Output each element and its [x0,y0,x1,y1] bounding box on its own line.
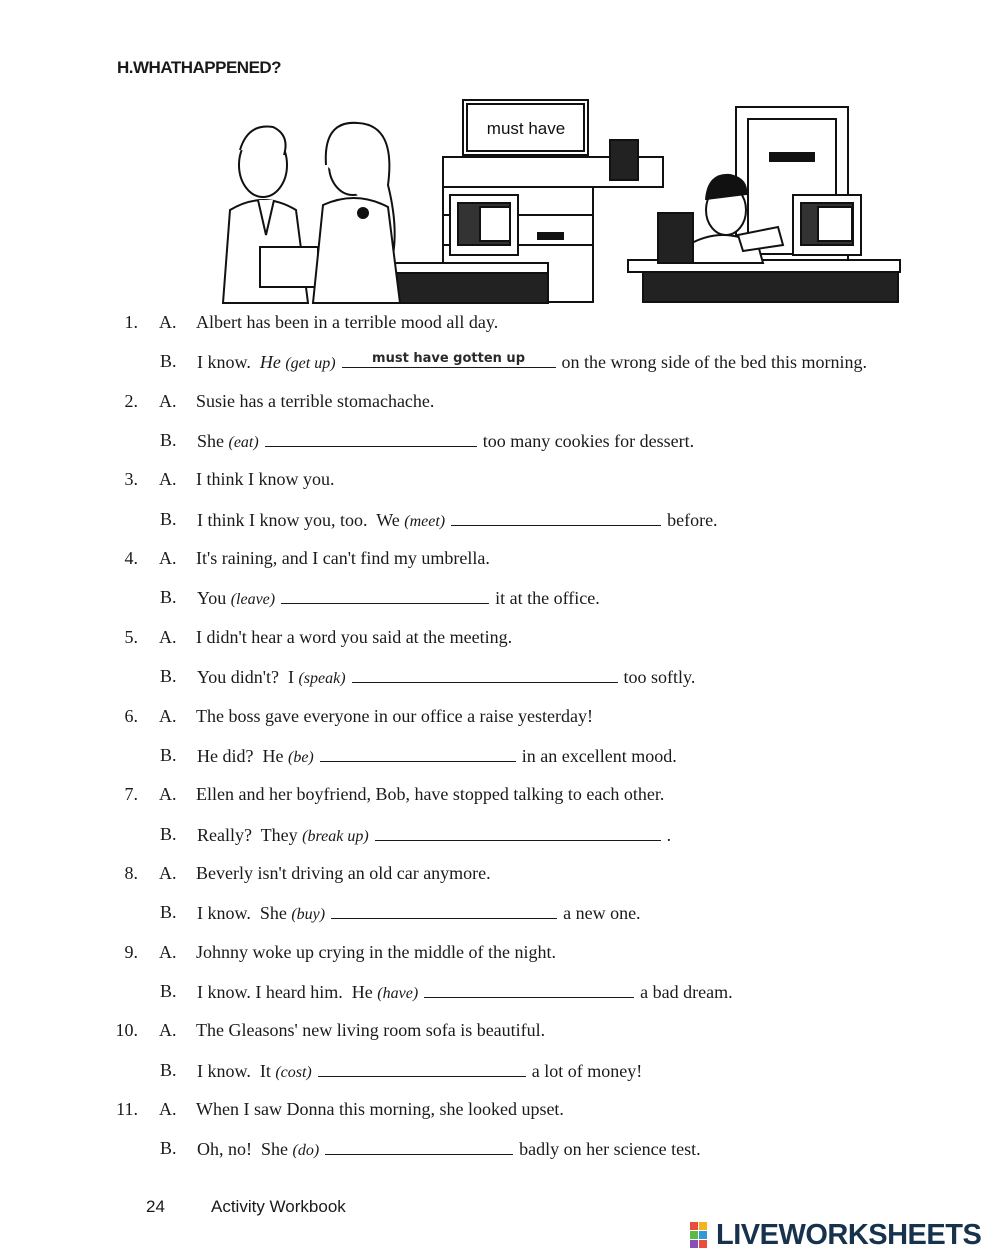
speaker-b-subject: She [259,903,287,924]
answer-blank[interactable] [281,587,489,604]
speaker-b-rest: it at the office. [495,588,600,609]
item-number: 1. [124,312,138,332]
speaker-b-subject: We [376,509,400,530]
speaker-a-text: Johnny woke up crying in the middle of the night. [196,941,556,962]
liveworksheets-logo [690,1218,981,1252]
speaker-a-label: A. [159,1020,177,1041]
speaker-b-rest: on the wrong side of the bed this morning. [561,352,867,373]
item-number: 3. [124,469,138,490]
liveworksheets-icon [690,1220,716,1250]
speaker-b-subject: She [261,1139,288,1160]
verb-hint: (have) [377,984,419,1002]
example-answer: must have gotten up [372,351,525,367]
speaker-b-subject: They [260,824,298,845]
speaker-b-label: B. [160,902,177,923]
answer-blank[interactable] [318,1060,526,1077]
speaker-a-label: A. [159,862,177,883]
speaker-b-lead: Oh, no! [197,1139,252,1160]
speaker-b-label: B. [160,980,177,1001]
speaker-a-label: A. [159,784,177,805]
verb-hint: (meet) [404,512,446,530]
speaker-b-lead: I think I know you, too. [197,509,368,530]
speaker-a-label: A. [159,390,177,411]
speaker-b-rest: a new one. [563,903,641,924]
speaker-b-label: B. [160,823,177,844]
speaker-b-rest: badly on her science test. [519,1139,701,1160]
item-number: 2. [124,390,138,411]
speaker-b-rest: too softly. [623,667,696,688]
speaker-b-label: B. [160,351,177,372]
speaker-b-rest: a lot of money! [531,1060,643,1081]
answer-blank[interactable] [265,430,477,447]
verb-hint: (get up) [285,355,336,373]
speaker-a-label: A. [159,1099,177,1119]
answer-blank[interactable] [451,509,661,526]
answer-blank[interactable] [342,351,556,368]
speaker-a-label: A. [159,312,177,332]
item-number: 9. [124,941,138,962]
verb-hint: (break up) [302,827,369,845]
answer-blank[interactable] [320,745,516,762]
speaker-b-subject: I [287,667,294,688]
speaker-b-lead: Really? [197,824,252,845]
item-number: 11. [116,1099,138,1119]
verb-hint: (leave) [230,591,276,609]
speaker-a-label: A. [159,548,177,569]
speaker-a-label: A. [159,469,177,490]
speaker-b-lead: I know. [197,903,251,924]
speaker-b-rest: before. [667,509,718,530]
speaker-b-subject: He [351,981,373,1002]
verb-hint: (eat) [228,434,259,451]
speaker-a-text: Beverly isn't driving an old car anymore. [196,862,491,883]
item-number: 6. [124,705,138,726]
speaker-b-label: B. [160,1138,177,1159]
item-number: 8. [124,862,138,883]
speaker-a-text: Albert has been in a terrible mood all day. [196,312,499,332]
speaker-a-label: A. [159,626,177,647]
answer-blank[interactable] [331,902,557,919]
office-illustration [218,95,903,305]
verb-hint: (buy) [291,906,326,924]
answer-blank[interactable] [375,824,661,841]
speaker-a-label: A. [159,705,177,726]
speaker-b-label: B. [160,1059,177,1080]
speaker-b-label: B. [160,430,177,450]
item-number: 4. [124,548,138,569]
verb-hint: (be) [287,748,314,766]
speaker-a-text: It's raining, and I can't find my umbrella. [196,548,490,569]
speaker-b-rest: a bad dream. [640,981,733,1002]
speaker-b-subject: He [259,352,281,373]
speaker-a-text: When I saw Donna this morning, she looked upset. [196,1099,564,1119]
speaker-a-text: Ellen and her boyfriend, Bob, have stopped talking to each other. [196,784,665,805]
speaker-a-text: The Gleasons' new living room sofa is beautiful. [196,1020,546,1041]
speaker-a-text: Susie has a terrible stomachache. [196,390,435,411]
speaker-b-rest: too many cookies for dessert. [482,431,695,451]
section-title: H.WHATHAPPENED? [117,58,282,77]
speaker-b-lead: You didn't? [197,667,279,688]
speaker-a-text: I think I know you. [196,469,335,490]
page-number: 24 [146,1197,165,1216]
speaker-b-lead: I know. [197,1060,251,1081]
answer-blank[interactable] [424,981,634,998]
item-number: 7. [124,784,138,805]
speaker-b-label: B. [160,508,177,529]
speaker-b-rest: in an excellent mood. [521,745,677,766]
speaker-b-label: B. [160,744,177,765]
book-title: Activity Workbook [211,1197,346,1216]
item-number: 5. [124,626,138,647]
speaker-b-lead: I know. [197,352,251,373]
answer-blank[interactable] [325,1138,513,1155]
speaker-b-subject: It [259,1060,271,1081]
liveworksheets-wordmark: LIVEWORKSHEETS [716,1218,982,1251]
item-number: 10. [115,1020,138,1041]
speaker-b-lead: I know. I heard him. [197,981,343,1002]
sign-text: must have [486,119,566,138]
speaker-b-label: B. [160,587,177,608]
speaker-b-lead: He did? [197,745,254,766]
verb-hint: (do) [292,1142,320,1160]
speaker-b-subject: He [262,745,284,766]
speaker-b-label: B. [160,666,177,687]
speaker-b-subject: You [197,588,227,609]
speaker-a-text: The boss gave everyone in our office a raise yesterday! [196,705,594,726]
speaker-b-rest: . [666,824,672,845]
verb-hint: (cost) [275,1063,312,1081]
speaker-a-text: I didn't hear a word you said at the meeting. [196,626,513,647]
verb-hint: (speak) [298,670,346,688]
speaker-b-subject: She [197,431,224,451]
speaker-a-label: A. [159,941,177,962]
answer-blank[interactable] [352,666,618,683]
